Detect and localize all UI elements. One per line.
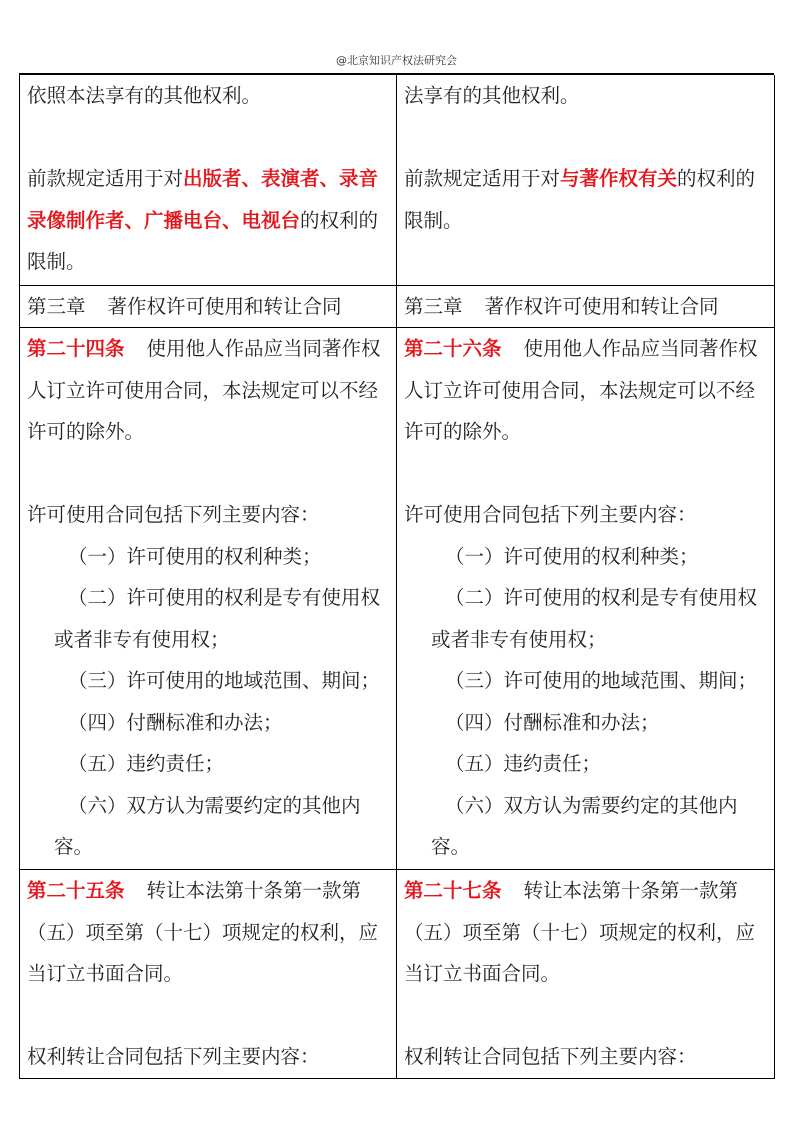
list-item: （四）付酬标准和办法； bbox=[68, 710, 283, 734]
page-header: @北京知识产权法研究会 bbox=[336, 54, 457, 67]
list-item: （一）许可使用的权利种类； bbox=[68, 544, 322, 568]
list-item: （二）许可使用的权利是专有使用权或者非专有使用权； bbox=[431, 586, 758, 651]
blank-line bbox=[27, 453, 390, 495]
list-item: （五）违约责任； bbox=[68, 752, 225, 775]
chapter-number: 第三章 bbox=[27, 294, 86, 318]
article-number: 第二十四条 bbox=[27, 337, 125, 360]
table-row bbox=[20, 328, 775, 870]
article-text: 转让本法第十条第一款第（五）项至第（十七）项规定的权利，应当订立书面合同。 bbox=[404, 879, 756, 985]
chapter-number: 第三章 bbox=[404, 294, 463, 318]
old-law-cell bbox=[20, 870, 397, 1079]
text-run: 前款规定适用于对 bbox=[27, 167, 184, 190]
old-law-cell bbox=[20, 328, 397, 870]
text-run: 前款规定适用于对 bbox=[404, 167, 561, 190]
highlighted-text: 出版者、表演者、录音录像制作者、广播电台、电视台 bbox=[27, 167, 379, 232]
table-row bbox=[20, 285, 775, 328]
old-law-cell bbox=[20, 285, 397, 328]
list-item: （六）双方认为需要约定的其他内容。 bbox=[431, 793, 738, 858]
list-intro: 许可使用合同包括下列主要内容： bbox=[27, 503, 320, 526]
list-intro: 权利转让合同包括下列主要内容： bbox=[404, 1045, 697, 1068]
new-law-cell bbox=[397, 328, 775, 870]
new-law-cell bbox=[397, 870, 775, 1079]
article-paragraph bbox=[27, 870, 390, 995]
paragraph: 依照本法享有的其他权利。 bbox=[27, 84, 262, 107]
list-item: （四）付酬标准和办法； bbox=[445, 710, 660, 734]
table-row bbox=[20, 75, 775, 285]
chapter-title: 著作权许可使用和转让合同 bbox=[107, 294, 342, 318]
list-intro: 权利转让合同包括下列主要内容： bbox=[27, 1045, 320, 1068]
text-run: 的权利的限制。 bbox=[404, 167, 756, 232]
blank-line bbox=[27, 995, 390, 1037]
chapter-heading bbox=[27, 286, 390, 328]
article-paragraph bbox=[27, 328, 390, 453]
article-paragraph bbox=[404, 870, 768, 995]
blank-line bbox=[404, 995, 768, 1037]
list-item: （一）许可使用的权利种类； bbox=[445, 544, 699, 568]
blank-line bbox=[404, 117, 768, 159]
list-item: （六）双方认为需要约定的其他内容。 bbox=[54, 793, 361, 858]
article-number: 第二十五条 bbox=[27, 879, 125, 902]
article-number: 第二十七条 bbox=[404, 879, 502, 902]
text-run: 的权利的限制。 bbox=[27, 208, 379, 273]
paragraph: 法享有的其他权利。 bbox=[404, 84, 580, 107]
new-law-cell bbox=[397, 285, 775, 328]
highlighted-text: 与著作权有关 bbox=[560, 167, 678, 190]
new-law-cell bbox=[397, 75, 775, 285]
chapter-heading bbox=[404, 286, 768, 328]
comparison-table bbox=[19, 75, 775, 1079]
article-text: 使用他人作品应当同著作权人订立许可使用合同，本法规定可以不经许可的除外。 bbox=[27, 337, 381, 443]
list-item: （三）许可使用的地域范围、期间； bbox=[445, 669, 758, 692]
paragraph bbox=[404, 158, 768, 241]
article-text: 使用他人作品应当同著作权人订立许可使用合同，本法规定可以不经许可的除外。 bbox=[404, 337, 758, 443]
article-text: 转让本法第十条第一款第（五）项至第（十七）项规定的权利，应当订立书面合同。 bbox=[27, 879, 379, 985]
old-law-cell bbox=[20, 75, 397, 285]
list-item: （五）违约责任； bbox=[445, 752, 602, 775]
list-item: （三）许可使用的地域范围、期间； bbox=[68, 669, 381, 692]
list-intro: 许可使用合同包括下列主要内容： bbox=[404, 503, 697, 526]
chapter-title: 著作权许可使用和转让合同 bbox=[484, 294, 719, 318]
blank-line bbox=[27, 117, 390, 159]
blank-line bbox=[404, 453, 768, 495]
article-paragraph bbox=[404, 328, 768, 453]
paragraph bbox=[27, 158, 390, 283]
table-row bbox=[20, 870, 775, 1079]
article-number: 第二十六条 bbox=[404, 337, 502, 360]
list-item: （二）许可使用的权利是专有使用权或者非专有使用权； bbox=[54, 586, 381, 651]
